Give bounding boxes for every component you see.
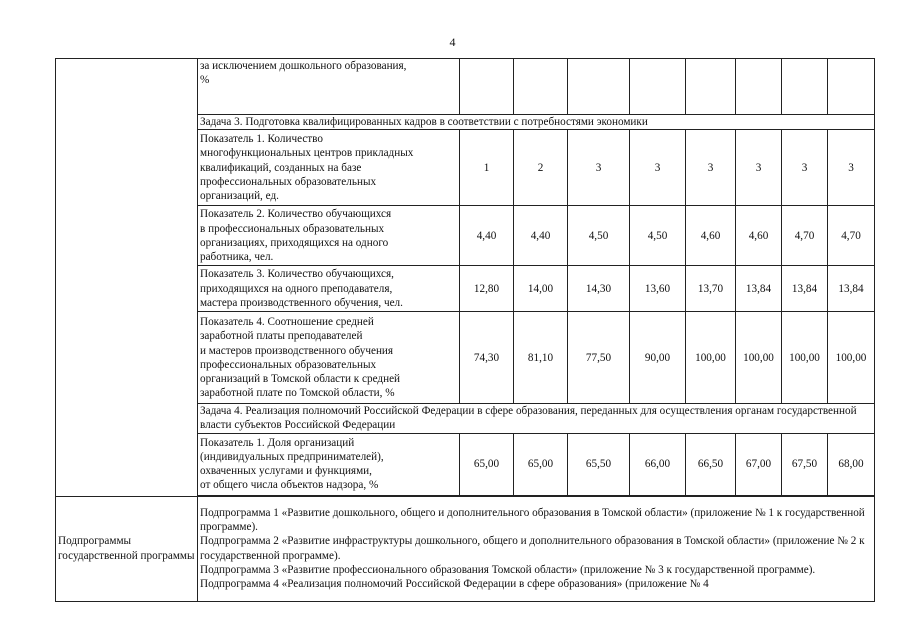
indicator-label: Показатель 1. Количество многофункциональных центров прикладных квалификаций, созданных на базе профессиональных образовательных организаций, ед. [198, 130, 460, 206]
program-indicators-table [55, 58, 875, 602]
value-cell: 13,60 [630, 266, 686, 312]
table-row [56, 496, 875, 601]
value-cell: 65,50 [568, 433, 630, 495]
value-cell: 2 [514, 130, 568, 206]
page-number: 4 [449, 35, 456, 49]
value-cell [686, 59, 736, 115]
indicator-label: Показатель 2. Количество обучающихся в профессиональных образовательных организациях, приходящихся на одного работника, чел. [198, 206, 460, 266]
value-cell: 81,10 [514, 312, 568, 404]
subprogram-item: Подпрограмма 3 «Развитие профессионального образования Томской области» (приложение № 3 к государственной программе). [200, 563, 816, 576]
value-cell: 12,80 [460, 266, 514, 312]
subprogram-item: Подпрограмма 2 «Развитие инфраструктуры дошкольного, общего и дополнительного образования в Томской области» (приложение № 2 к государственной программе). [200, 535, 865, 562]
value-cell: 4,50 [630, 206, 686, 266]
value-cell: 77,50 [568, 312, 630, 404]
indicator-label: за исключением дошкольного образования, % [198, 59, 460, 115]
value-cell [736, 59, 782, 115]
value-cell: 13,84 [736, 266, 782, 312]
value-cell [782, 59, 828, 115]
value-cell: 1 [460, 130, 514, 206]
value-cell: 3 [828, 130, 875, 206]
value-cell: 14,00 [514, 266, 568, 312]
subprograms-heading: Подпрограммы государственной программы [56, 496, 198, 601]
value-cell: 67,50 [782, 433, 828, 495]
value-cell: 67,00 [736, 433, 782, 495]
value-cell: 100,00 [782, 312, 828, 404]
value-cell: 3 [686, 130, 736, 206]
task4-title: Задача 4. Реализация полномочий Российской Федерации в сфере образования, переданных для осуществления органам государственной власти субъектов Российской Федерации [198, 404, 875, 433]
value-cell: 66,50 [686, 433, 736, 495]
value-cell [630, 59, 686, 115]
value-cell: 100,00 [828, 312, 875, 404]
value-cell: 13,70 [686, 266, 736, 312]
value-cell: 4,40 [514, 206, 568, 266]
value-cell: 100,00 [736, 312, 782, 404]
value-cell: 66,00 [630, 433, 686, 495]
value-cell: 4,50 [568, 206, 630, 266]
subprogram-item: Подпрограмма 1 «Развитие дошкольного, общего и дополнительного образования в Томской области» (приложение № 1 к государственной программе). [200, 507, 865, 534]
value-cell: 4,40 [460, 206, 514, 266]
value-cell [514, 59, 568, 115]
value-cell: 65,00 [460, 433, 514, 495]
value-cell: 14,30 [568, 266, 630, 312]
table-row [56, 59, 875, 115]
value-cell [828, 59, 875, 115]
subprograms-list [198, 496, 875, 601]
value-cell [568, 59, 630, 115]
left-column-blank [56, 59, 198, 497]
value-cell: 3 [782, 130, 828, 206]
value-cell: 74,30 [460, 312, 514, 404]
value-cell: 100,00 [686, 312, 736, 404]
value-cell: 4,70 [828, 206, 875, 266]
value-cell: 3 [630, 130, 686, 206]
value-cell: 3 [736, 130, 782, 206]
value-cell: 65,00 [514, 433, 568, 495]
value-cell: 4,60 [736, 206, 782, 266]
indicator-label: Показатель 1. Доля организаций (индивидуальных предпринимателей), охваченных услугами и функциями, от общего числа объектов надзора, % [198, 433, 460, 495]
value-cell: 13,84 [782, 266, 828, 312]
value-cell: 4,60 [686, 206, 736, 266]
value-cell: 4,70 [782, 206, 828, 266]
indicator-label: Показатель 3. Количество обучающихся, приходящихся на одного преподавателя, мастера производственного обучения, чел. [198, 266, 460, 312]
task3-title: Задача 3. Подготовка квалифицированных кадров в соответствии с потребностями экономики [198, 115, 875, 130]
value-cell: 68,00 [828, 433, 875, 495]
value-cell [460, 59, 514, 115]
value-cell: 3 [568, 130, 630, 206]
value-cell: 13,84 [828, 266, 875, 312]
subprogram-item: Подпрограмма 4 «Реализация полномочий Российской Федерации в сфере образования» (приложение № 4 [200, 578, 709, 591]
value-cell: 90,00 [630, 312, 686, 404]
indicator-label: Показатель 4. Соотношение средней заработной платы преподавателей и мастеров производственного обучения профессиональных образовательных организаций в Томской области к средней заработной плате по Томской области, % [198, 312, 460, 404]
